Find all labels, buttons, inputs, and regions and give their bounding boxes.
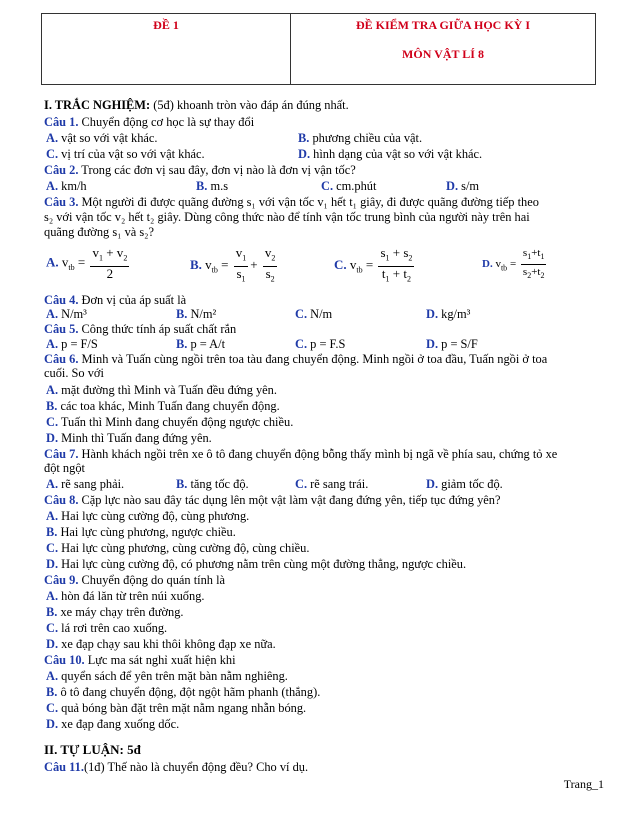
q4-option-a: A. N/m³	[46, 307, 87, 321]
question-6-line-1: Câu 6. Minh và Tuấn cùng ngồi trên toa tàu đang chuyển động. Minh ngồi ở toa đầu, Tuấn ngồi ở toa	[44, 352, 548, 366]
q7-option-a: A. rẽ sang phải.	[46, 477, 125, 491]
q6-option-d: D. Minh thì Tuấn đang đứng yên.	[46, 431, 212, 445]
q5-option-c: C. p = F.S	[295, 337, 346, 351]
question-9: Câu 9. Chuyển động do quán tính là	[44, 573, 226, 587]
q7-option-b: B. tăng tốc độ.	[176, 477, 249, 491]
q10-option-d: D. xe đạp đang xuống dốc.	[46, 717, 180, 731]
q7-option-d: D. giảm tốc độ.	[426, 477, 503, 491]
q4-option-d: D. kg/m³	[426, 307, 471, 321]
subject-title: MÔN VẬT LÍ 8	[402, 47, 484, 61]
q5-option-d: D. p = S/F	[426, 337, 478, 351]
q9-option-b: B. xe máy chạy trên đường.	[46, 605, 184, 619]
q3-option-a: A. $v_{tb}$ = $\frac{v_1 + v_2}{2}$	[46, 245, 128, 281]
q2-option-b: B. m.s	[196, 179, 229, 193]
q7-option-c: C. rẽ sang trái.	[295, 477, 369, 491]
question-6-line-2: cuối. So với	[44, 366, 104, 380]
q9-option-d: D. xe đạp chạy sau khi thôi không đạp xe nữa.	[46, 637, 276, 651]
q4-option-b: B. N/m²	[176, 307, 217, 321]
q10-option-c: C. quả bóng bàn đặt trên mặt nằm ngang nhẵn bóng.	[46, 701, 307, 715]
question-7-line-1: Câu 7. Hành khách ngồi trên xe ô tô đang chuyển động bỗng thấy mình bị ngã về phía sau, chứng tỏ xe	[44, 447, 558, 461]
q3-option-d: D. $v_{tb}$ = $\frac{s_1+t_1}{s_2+t_2}$	[482, 247, 545, 281]
q2-option-a: A. km/h	[46, 179, 87, 193]
q6-option-a: A. mặt đường thì Minh và Tuấn đều đứng yên.	[46, 383, 277, 397]
q6-option-c: C. Tuấn thì Minh đang chuyển động ngược chiều.	[46, 415, 294, 429]
q5-option-a: A. p = F/S	[46, 337, 98, 351]
q5-option-b: B. p = A/t	[176, 337, 226, 351]
q8-option-a: A. Hai lực cùng cường độ, cùng phương.	[46, 509, 250, 523]
q3-option-c: C. $v_{tb}$ = $\frac{s_1 + s_2}{t_1 + t_2}$	[334, 245, 413, 284]
question-11: Câu 11.(1đ) Thế nào là chuyển động đều? Cho ví dụ.	[44, 760, 309, 774]
question-4: Câu 4. Đơn vị của áp suất là	[44, 293, 187, 307]
q8-option-b: B. Hai lực cùng phương, ngược chiều.	[46, 525, 236, 539]
question-10: Câu 10. Lực ma sát nghỉ xuất hiện khi	[44, 653, 236, 667]
q3-option-b: B. $v_{tb}$ = $\frac{v_1}{s_1}$ + $\frac{v_2}{s_2}$	[190, 245, 276, 284]
header-table	[41, 13, 596, 85]
q1-option-c: C. vị trí của vật so với vật khác.	[46, 147, 205, 161]
q9-option-c: C. lá rơi trên cao xuống.	[46, 621, 168, 635]
question-3-line-1: Câu 3. Một người đi được quãng đường s₁ với vận tốc v₁ hết t₁ giây, đi được quãng đường tiếp theo	[44, 195, 539, 209]
q10-option-a: A. quyển sách để yên trên mặt bàn nằm nghiêng.	[46, 669, 288, 683]
q1-option-b: B. phương chiều của vật.	[298, 131, 423, 145]
q2-option-d: D. s/m	[446, 179, 480, 193]
question-5: Câu 5. Công thức tính áp suất chất rắn	[44, 322, 237, 336]
q8-option-c: C. Hai lực cùng phương, cùng cường độ, cùng chiều.	[46, 541, 310, 555]
question-3-line-2: s₂ với vận tốc v₂ hết t₂ giây. Dùng công thức nào để tính vận tốc trung bình của người này trên hai	[44, 210, 530, 224]
q6-option-b: B. các toa khác, Minh Tuấn đang chuyển động.	[46, 399, 280, 413]
section-2-heading: II. TỰ LUẬN: 5đ	[44, 742, 141, 757]
question-8: Câu 8. Cặp lực nào sau đây tác dụng lên một vật làm vật đang đứng yên, tiếp tục đứng yên?	[44, 493, 501, 507]
q4-option-c: C. N/m	[295, 307, 333, 321]
q1-option-a: A. vật so với vật khác.	[46, 131, 158, 145]
page-number: Trang_1	[563, 777, 604, 791]
q8-option-d: D. Hai lực cùng cường độ, có phương nằm trên cùng một đường thẳng, ngược chiều.	[46, 557, 467, 571]
question-1: Câu 1. Chuyển động cơ học là sự thay đổi	[44, 115, 255, 129]
q1-option-d: D. hình dạng của vật so với vật khác.	[298, 147, 483, 161]
exam-code: ĐỀ 1	[153, 18, 179, 32]
question-3-line-3: quãng đường s₁ và s₂?	[44, 225, 155, 239]
question-2: Câu 2. Trong các đơn vị sau đây, đơn vị nào là đơn vị vận tốc?	[44, 163, 356, 177]
exam-title: ĐỀ KIỂM TRA GIỮA HỌC KỲ I	[355, 18, 531, 32]
question-7-line-2: đột ngột	[44, 461, 85, 475]
q9-option-a: A. hòn đá lăn từ trên núi xuống.	[46, 589, 205, 603]
q2-option-c: C. cm.phút	[321, 179, 377, 193]
q10-option-b: B. ô tô đang chuyển động, đột ngột hãm phanh (thắng).	[46, 685, 321, 699]
section-1-heading: I. TRẮC NGHIỆM: (5đ) khoanh tròn vào đáp án đúng nhất.	[44, 98, 349, 112]
